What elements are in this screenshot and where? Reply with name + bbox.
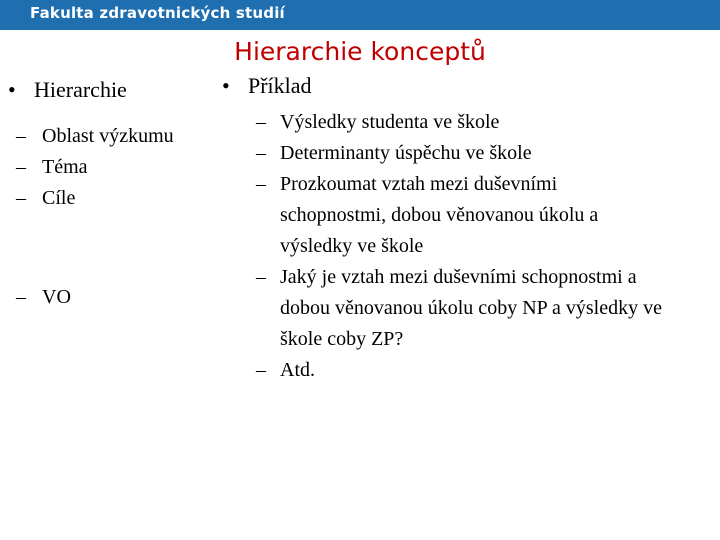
left-heading xyxy=(8,74,233,105)
left-item: – VO xyxy=(8,282,233,313)
right-column xyxy=(222,70,662,386)
right-item: – Atd. xyxy=(222,355,662,386)
right-item: – Prozkoumat vztah mezi duševními schopnostmi, dobou věnovanou úkolu a výsledky ve škole xyxy=(222,169,662,262)
right-item: – Determinanty úspěchu ve škole xyxy=(222,138,662,169)
slide-title: Hierarchie konceptů xyxy=(234,37,486,66)
right-heading-text: Příklad xyxy=(248,73,312,98)
left-item: – Téma xyxy=(8,152,233,183)
right-item: – Výsledky studenta ve škole xyxy=(222,107,662,138)
right-heading xyxy=(222,70,662,101)
header-bar xyxy=(0,0,720,30)
left-item: – Oblast výzkumu xyxy=(8,121,233,152)
left-heading-text: Hierarchie xyxy=(34,77,127,102)
left-item: – Cíle xyxy=(8,183,233,214)
right-item: – Jaký je vztah mezi duševními schopnostmi a dobou věnovanou úkolu coby NP a výsledky ve škole coby ZP? xyxy=(222,262,662,355)
faculty-name: Fakulta zdravotnických studií xyxy=(30,4,285,22)
left-column xyxy=(8,74,233,313)
